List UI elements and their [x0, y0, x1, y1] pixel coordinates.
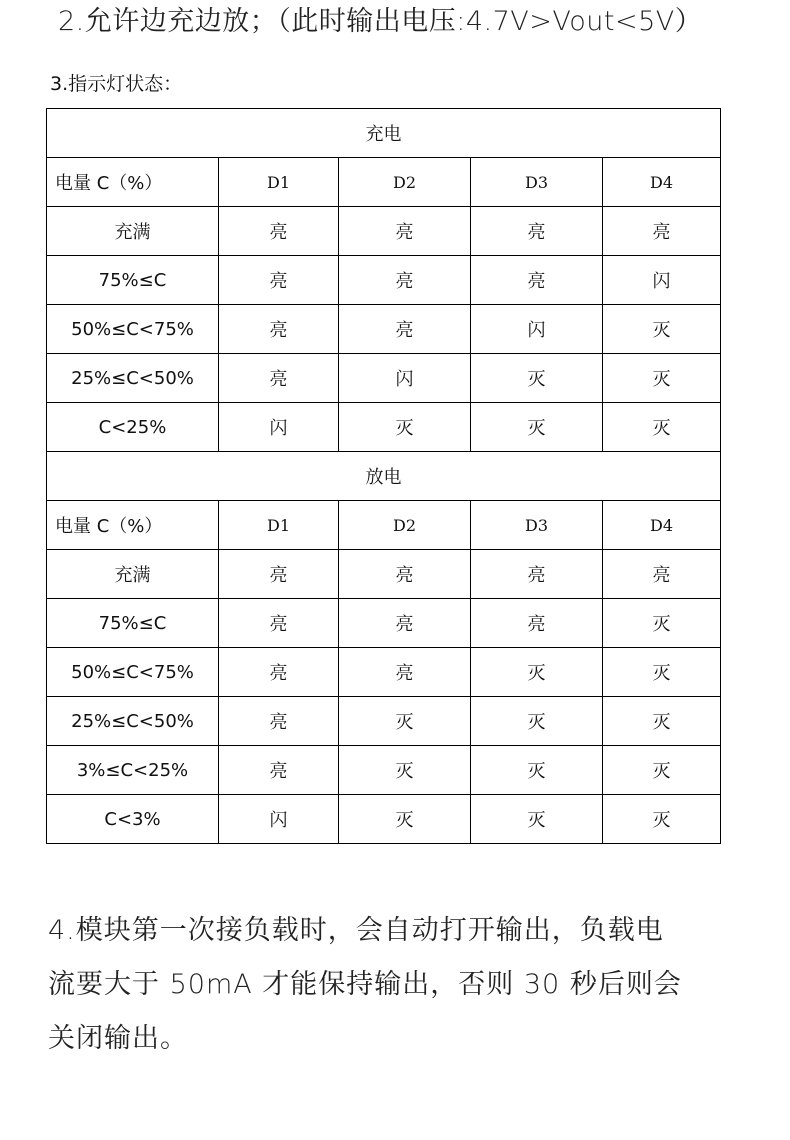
led-state-cell: 闪	[339, 354, 471, 403]
battery-level-cell: 75%≤C	[47, 599, 219, 648]
charge-table-row	[47, 354, 721, 403]
led-state-cell: 亮	[603, 550, 721, 599]
discharge-table-row	[47, 746, 721, 795]
led-state-cell: 灭	[471, 403, 603, 452]
discharge-table-row	[47, 795, 721, 844]
led-state-cell: 亮	[219, 354, 339, 403]
battery-level-cell: 25%≤C<50%	[47, 697, 219, 746]
led-state-cell: 亮	[219, 550, 339, 599]
charge-table-row	[47, 305, 721, 354]
discharge-section-title-row	[47, 452, 721, 501]
battery-level-cell: C<3%	[47, 795, 219, 844]
led-header: D3	[471, 501, 603, 550]
led-header: D2	[339, 158, 471, 207]
indicator-status-table-body	[47, 109, 721, 844]
led-header: D4	[603, 158, 721, 207]
led-state-cell: 亮	[339, 207, 471, 256]
led-state-cell: 亮	[603, 207, 721, 256]
section-3-heading: 3.指示灯状态：	[50, 73, 183, 95]
led-state-cell: 灭	[603, 795, 721, 844]
led-state-cell: 灭	[603, 746, 721, 795]
battery-level-cell: C<25%	[47, 403, 219, 452]
item-4-line-3: 关闭输出。	[48, 1023, 188, 1054]
led-state-cell: 亮	[471, 207, 603, 256]
led-state-cell: 亮	[219, 746, 339, 795]
led-header: D2	[339, 501, 471, 550]
led-state-cell: 灭	[603, 403, 721, 452]
discharge-table-row	[47, 697, 721, 746]
led-state-cell: 灭	[603, 697, 721, 746]
item-4-paragraph	[48, 904, 748, 1066]
battery-level-header: 电量 C（%）	[47, 501, 219, 550]
discharge-section-title: 放电	[47, 452, 721, 501]
battery-level-cell: 50%≤C<75%	[47, 648, 219, 697]
led-state-cell: 亮	[471, 599, 603, 648]
led-header: D4	[603, 501, 721, 550]
led-state-cell: 灭	[339, 746, 471, 795]
discharge-table-row	[47, 599, 721, 648]
charge-table-row	[47, 403, 721, 452]
item-4-line-1: 4.模块第一次接负载时，会自动打开输出，负载电	[48, 915, 664, 946]
led-state-cell: 亮	[219, 599, 339, 648]
discharge-table-row	[47, 550, 721, 599]
led-state-cell: 灭	[471, 354, 603, 403]
battery-level-cell: 25%≤C<50%	[47, 354, 219, 403]
item-2-text: 2.允许边充边放；（此时输出电压:4.7V>Vout<5V）	[58, 6, 703, 37]
led-state-cell: 灭	[471, 697, 603, 746]
led-state-cell: 亮	[339, 599, 471, 648]
indicator-status-table	[46, 108, 721, 844]
led-state-cell: 灭	[339, 795, 471, 844]
led-state-cell: 亮	[219, 207, 339, 256]
led-header: D1	[219, 501, 339, 550]
led-state-cell: 灭	[603, 354, 721, 403]
battery-level-cell: 充满	[47, 550, 219, 599]
led-state-cell: 亮	[339, 648, 471, 697]
led-state-cell: 亮	[219, 305, 339, 354]
charge-table-row	[47, 256, 721, 305]
battery-level-cell: 50%≤C<75%	[47, 305, 219, 354]
led-state-cell: 亮	[219, 648, 339, 697]
led-state-cell: 亮	[339, 550, 471, 599]
led-state-cell: 灭	[471, 648, 603, 697]
led-state-cell: 灭	[471, 746, 603, 795]
discharge-header-row	[47, 501, 721, 550]
led-state-cell: 灭	[603, 305, 721, 354]
charge-section-title: 充电	[47, 109, 721, 158]
charge-section-title-row	[47, 109, 721, 158]
led-state-cell: 闪	[219, 403, 339, 452]
led-state-cell: 亮	[339, 305, 471, 354]
led-state-cell: 亮	[339, 256, 471, 305]
led-state-cell: 亮	[219, 697, 339, 746]
led-state-cell: 灭	[471, 795, 603, 844]
led-state-cell: 亮	[471, 256, 603, 305]
charge-table-row	[47, 207, 721, 256]
led-state-cell: 灭	[603, 599, 721, 648]
led-header: D1	[219, 158, 339, 207]
battery-level-cell: 充满	[47, 207, 219, 256]
battery-level-cell: 75%≤C	[47, 256, 219, 305]
discharge-table-row	[47, 648, 721, 697]
battery-level-header: 电量 C（%）	[47, 158, 219, 207]
led-state-cell: 灭	[339, 697, 471, 746]
led-state-cell: 闪	[603, 256, 721, 305]
led-header: D3	[471, 158, 603, 207]
led-state-cell: 灭	[603, 648, 721, 697]
item-4-line-2: 流要大于 50mA 才能保持输出，否则 30 秒后则会	[48, 969, 682, 1000]
led-state-cell: 灭	[339, 403, 471, 452]
charge-header-row	[47, 158, 721, 207]
led-state-cell: 亮	[471, 550, 603, 599]
led-state-cell: 亮	[219, 256, 339, 305]
led-state-cell: 闪	[219, 795, 339, 844]
battery-level-cell: 3%≤C<25%	[47, 746, 219, 795]
led-state-cell: 闪	[471, 305, 603, 354]
